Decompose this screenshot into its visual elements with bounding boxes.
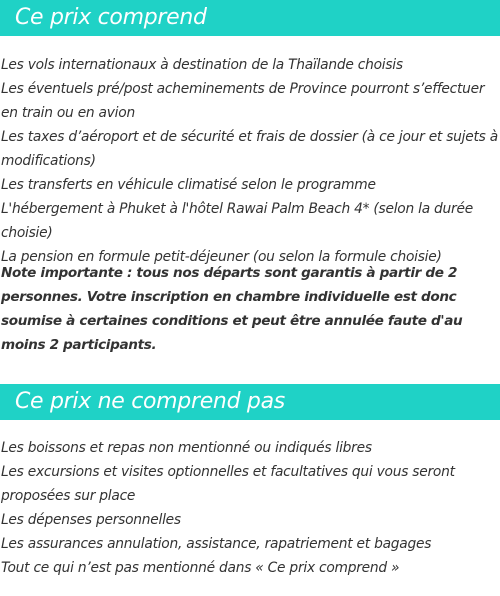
excludes-section-title: Ce prix ne comprend pas [0,384,500,420]
list-item: Les taxes d’aéroport et de sécurité et frais de dossier (à ce jour et sujets à modifications) [1,129,498,169]
list-item: Les éventuels pré/post acheminements de Province pourront s’effectuer en train ou en avion [1,81,485,121]
includes-section-title: Ce prix comprend [0,0,500,36]
list-item: Les dépenses personnelles [1,512,181,528]
includes-list [1,53,500,269]
list-item: Les excursions et visites optionnelles et facultatives qui vous seront proposées sur place [1,464,455,504]
list-item: L'hébergement à Phuket à l'hôtel Rawai Palm Beach 4* (selon la durée choisie) [1,201,473,241]
list-item: Tout ce qui n’est pas mentionné dans « Ce prix comprend » [1,560,400,576]
list-item: Les assurances annulation, assistance, rapatriement et bagages [1,536,432,552]
list-item: Les boissons et repas non mentionné ou indiqués libres [1,440,372,456]
important-note: Note importante : tous nos départs sont garantis à partir de 2 personnes. Votre inscription en chambre individuelle est donc soumise à certaines conditions et peut être annulée faute d'au moins 2 participants. [1,265,463,353]
list-item: Les transferts en véhicule climatisé selon le programme [1,177,376,193]
list-item: La pension en formule petit-déjeuner (ou selon la formule choisie) [1,249,442,265]
excludes-list [1,436,500,580]
list-item: Les vols internationaux à destination de la Thaïlande choisis [1,57,403,73]
